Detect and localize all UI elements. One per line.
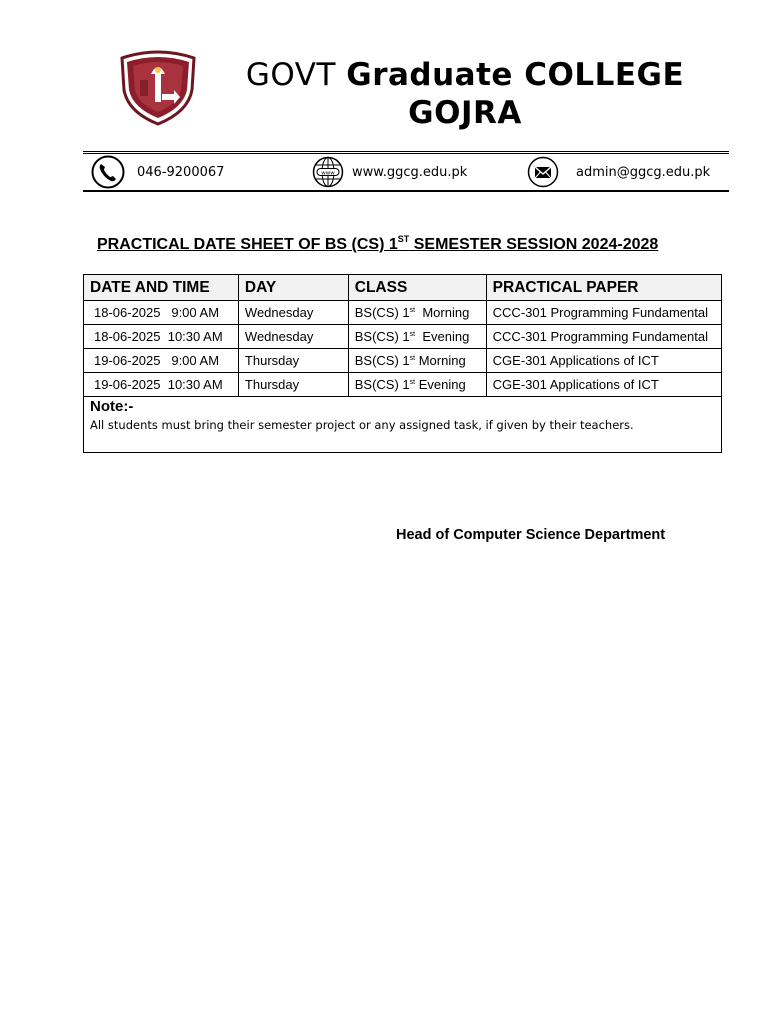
college-crest-logo [116, 50, 200, 126]
class-prefix: BS(CS) 1 [354, 305, 410, 320]
cell-day: Wednesday [238, 325, 348, 349]
cell-day: Wednesday [238, 301, 348, 325]
phone-number: 046-9200067 [137, 164, 225, 180]
cell-class [348, 349, 486, 373]
website-link[interactable]: www.ggcg.edu.pk [352, 164, 468, 180]
class-sup: st [409, 355, 416, 362]
class-suffix: Evening [415, 377, 466, 392]
email-address[interactable]: admin@ggcg.edu.pk [576, 164, 711, 180]
table-row [84, 301, 722, 325]
header-day: DAY [238, 275, 348, 301]
table-row [84, 349, 722, 373]
cell-day: Thursday [238, 373, 348, 397]
header-practical-paper: PRACTICAL PAPER [486, 275, 721, 301]
cell-date-time: 19-06-2025 10:30 AM [84, 373, 239, 397]
cell-paper: CGE-301 Applications of ICT [486, 349, 721, 373]
college-title-line1 [225, 56, 705, 94]
class-prefix: BS(CS) 1 [354, 377, 410, 392]
cell-paper: CCC-301 Programming Fundamental [486, 325, 721, 349]
title-prefix: PRACTICAL DATE SHEET OF BS (CS) 1 [97, 236, 398, 253]
college-title-city: GOJRA [408, 95, 522, 131]
cell-class [348, 373, 486, 397]
class-suffix: Evening [415, 329, 470, 344]
cell-paper: CGE-301 Applications of ICT [486, 373, 721, 397]
class-suffix: Morning [415, 305, 470, 320]
signature-head-of-department: Head of Computer Science Department [396, 527, 666, 543]
college-title [225, 56, 705, 132]
class-suffix: Morning [415, 353, 466, 368]
globe-icon [312, 156, 344, 188]
college-title-govt: GOVT [245, 57, 336, 93]
class-sup: st [409, 331, 416, 338]
cell-date-time: 18-06-2025 9:00 AM [84, 301, 239, 325]
header-class: CLASS [348, 275, 486, 301]
class-prefix: BS(CS) 1 [354, 329, 410, 344]
college-crest-icon [116, 50, 200, 126]
table-row [84, 373, 722, 397]
note-cell [84, 397, 722, 453]
envelope-icon [527, 156, 559, 188]
cell-paper: CCC-301 Programming Fundamental [486, 301, 721, 325]
globe-icon-label: www [321, 170, 335, 177]
header-date-time: DATE AND TIME [84, 275, 239, 301]
cell-class [348, 325, 486, 349]
cell-class [348, 301, 486, 325]
practical-schedule-table [83, 274, 722, 453]
note-text: All students must bring their semester project or any assigned task, if given by their teachers. [90, 418, 634, 432]
contact-website[interactable] [312, 154, 467, 190]
class-sup: st [409, 307, 416, 314]
title-suffix: SEMESTER SESSION 2024-2028 [409, 236, 659, 253]
note-heading: Note:- [90, 398, 134, 415]
contact-phone [91, 154, 224, 190]
contact-bar [83, 151, 729, 192]
phone-icon [91, 155, 125, 189]
cell-date-time: 19-06-2025 9:00 AM [84, 349, 239, 373]
class-sup: st [409, 379, 416, 386]
contact-email[interactable] [527, 154, 710, 190]
note-row [84, 397, 722, 453]
title-superscript: ST [397, 234, 410, 244]
table-row [84, 325, 722, 349]
table-header-row [84, 275, 722, 301]
class-prefix: BS(CS) 1 [354, 353, 410, 368]
cell-day: Thursday [238, 349, 348, 373]
cell-date-time: 18-06-2025 10:30 AM [84, 325, 239, 349]
date-sheet-title [97, 234, 658, 254]
college-title-name: Graduate COLLEGE [346, 57, 685, 93]
